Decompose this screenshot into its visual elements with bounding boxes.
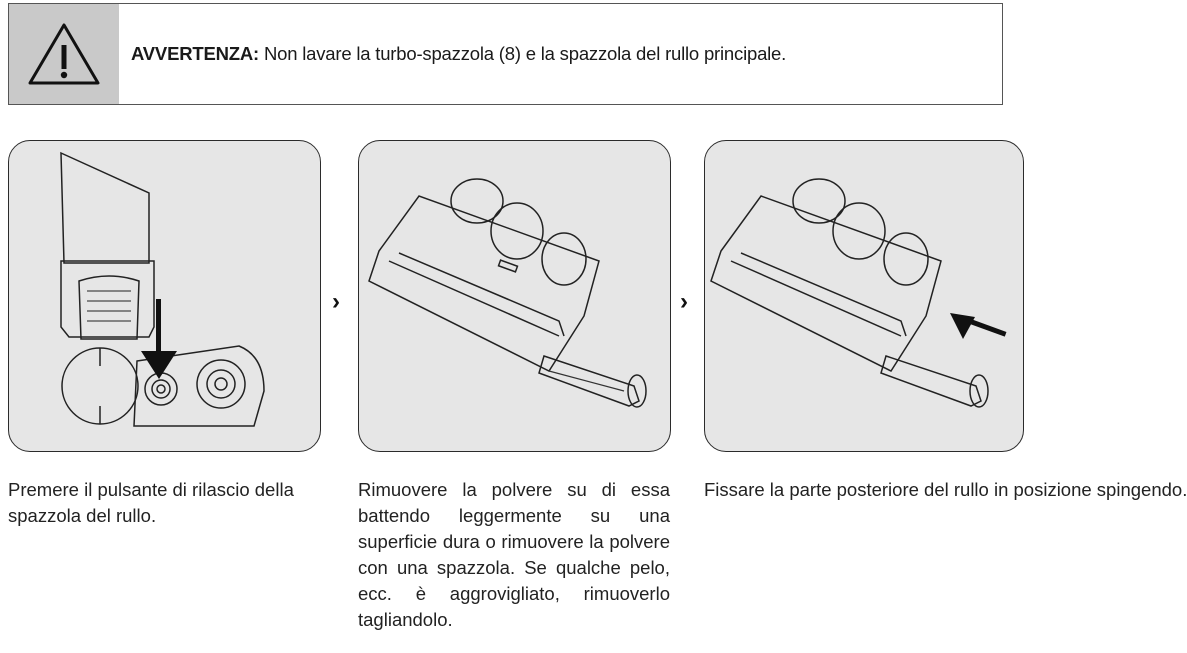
step-arrow-2: › xyxy=(680,288,688,315)
step-1-illustration xyxy=(8,140,321,452)
warning-text xyxy=(119,43,786,65)
step-1-caption: Premere il pulsante di rilascio della spazzola del rullo. xyxy=(8,479,294,526)
warning-triangle-icon xyxy=(25,19,103,89)
warning-box xyxy=(8,3,1003,105)
step-3-caption: Fissare la parte posteriore del rullo in posizione spingendo. xyxy=(704,479,1187,500)
step-2-caption: Rimuovere la polvere su di essa battendo leggermente su una superficie dura o rimuovere la polvere con una spazzola. Se qualche pelo, ecc. è aggrovigliato, rimuoverlo tagliandolo. xyxy=(358,479,670,630)
step-arrow-1: › xyxy=(332,288,340,315)
step-2-illustration xyxy=(358,140,671,452)
warning-icon-cell xyxy=(9,4,119,104)
warning-label: AVVERTENZA: xyxy=(131,43,259,64)
warning-message: Non lavare la turbo-spazzola (8) e la spazzola del rullo principale. xyxy=(259,43,787,64)
step-3-illustration xyxy=(704,140,1024,452)
